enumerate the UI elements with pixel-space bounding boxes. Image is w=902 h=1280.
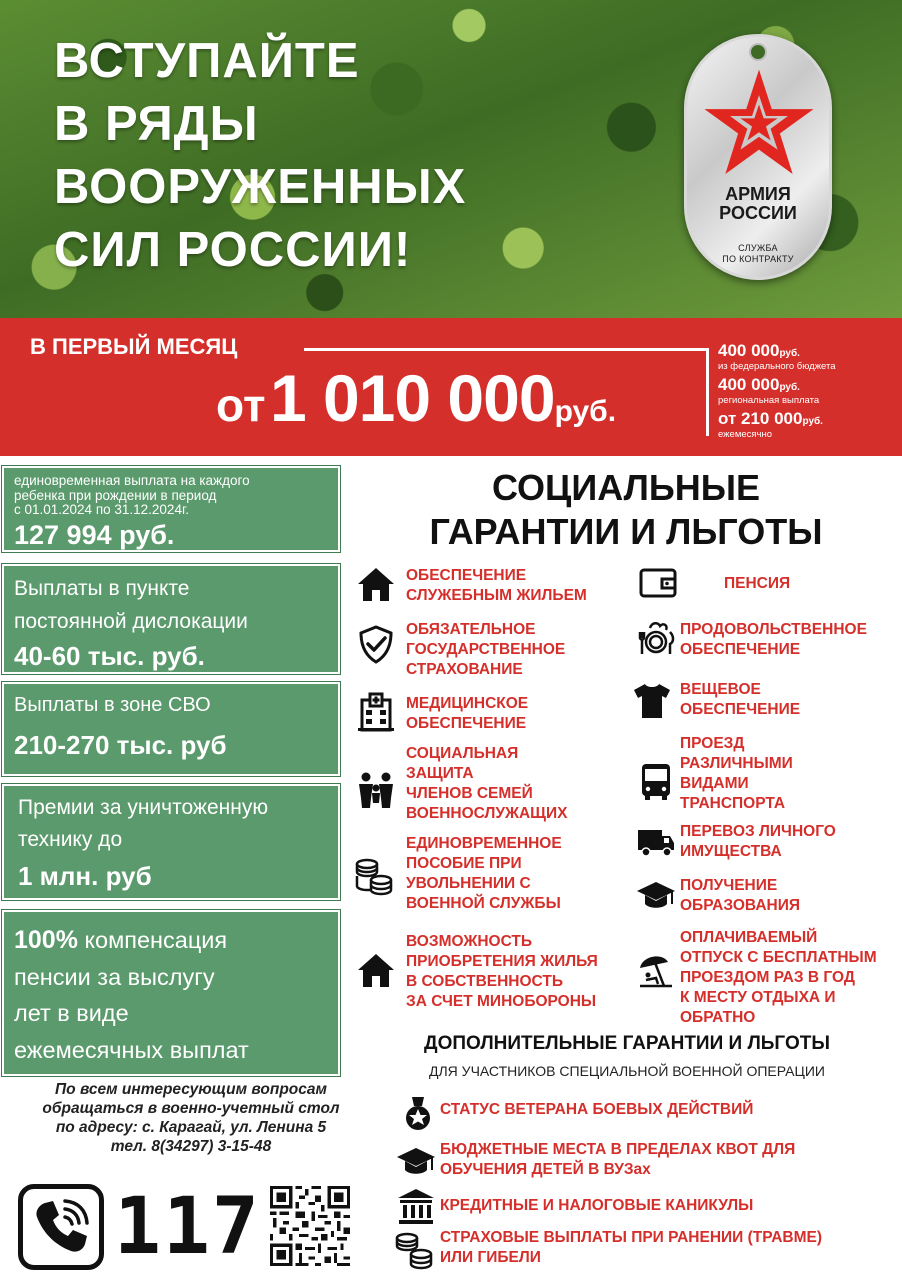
- bus-icon: [636, 762, 676, 802]
- payment-value: 210-270 тыс. руб: [14, 730, 227, 760]
- benefit-discharge-allowance: ЕДИНОВРЕМЕННОЕ ПОСОБИЕ ПРИ УВОЛЬНЕНИИ С ВОЕННОЙ СЛУЖБЫ: [406, 835, 562, 912]
- payment-box-svo-zone: Выплаты в зоне СВО 210-270 тыс. руб: [2, 682, 340, 776]
- banner-divider: [304, 348, 706, 351]
- truck-icon: [636, 822, 676, 862]
- amount-prefix: от: [216, 379, 266, 431]
- graduation-cap-icon: [636, 876, 676, 916]
- hotline-number: 117: [114, 1182, 261, 1272]
- amount-breakdown: [718, 342, 836, 444]
- headline-line: ВООРУЖЕННЫХ: [54, 160, 467, 214]
- social-guarantees-title: СОЦИАЛЬНЫЕ ГАРАНТИИ И ЛЬГОТЫ: [429, 467, 823, 552]
- amount-currency: руб.: [554, 395, 617, 428]
- payment-value: 127 994 руб.: [14, 519, 175, 550]
- headline-line: ВСТУПАЙТЕ: [54, 34, 360, 88]
- hospital-icon: [356, 692, 396, 732]
- payment-box-child-birth: единовременная выплата на каждого ребенка при рождении в период с 01.01.2024 по 31.12.2024г. 127 994 руб.: [2, 466, 340, 552]
- payment-box-equipment-bonus: Премии за уничтоженную технику до 1 млн. руб: [2, 784, 340, 900]
- contact-info: По всем интересующим вопросам обращаться в военно-учетный стол по адресу: с. Карагай, ул. Ленина 5 тел. 8(34297) 3-15-48: [42, 1081, 340, 1155]
- beach-umbrella-icon: [636, 950, 676, 990]
- benefit-transport: ПРОЕЗД РАЗЛИЧНЫМИ ВИДАМИ ТРАНСПОРТА: [680, 735, 793, 812]
- camo-header: [0, 0, 902, 318]
- food-icon: [636, 618, 676, 658]
- bank-icon: [396, 1186, 436, 1226]
- badge-service: СЛУЖБА ПО КОНТРАКТУ: [722, 243, 794, 264]
- payment-box-dislocation: Выплаты в пункте постоянной дислокации 40-60 тыс. руб.: [2, 564, 340, 674]
- benefit-pension: ПЕНСИЯ: [724, 575, 791, 592]
- payment-box-pension-compensation: 100% компенсация пенсии за выслугу лет в виде ежемесячных выплат: [2, 910, 340, 1076]
- payment-banner: [0, 318, 902, 456]
- headline-line: В РЯДЫ: [54, 97, 259, 151]
- badge-brand: АРМИЯ РОССИИ: [719, 184, 797, 223]
- benefit-home-ownership: ВОЗМОЖНОСТЬ ПРИОБРЕТЕНИЯ ЖИЛЬЯ В СОБСТВЕННОСТЬ ЗА СЧЕТ МИНОБОРОНЫ: [406, 933, 598, 1010]
- additional-guarantees-subtitle: ДЛЯ УЧАСТНИКОВ СПЕЦИАЛЬНОЙ ВОЕННОЙ ОПЕРАЦИИ: [429, 1063, 825, 1079]
- breakdown-item: 400 000руб. региональная выплата: [718, 375, 820, 406]
- family-icon: [356, 770, 396, 810]
- payment-value: 1 млн. руб: [18, 861, 152, 891]
- graduation-cap-icon: [396, 1142, 436, 1182]
- medal-icon: [398, 1094, 438, 1134]
- extra-credit-holidays: КРЕДИТНЫЕ И НАЛОГОВЫЕ КАНИКУЛЫ: [440, 1197, 754, 1214]
- extra-insurance-payments: СТРАХОВЫЕ ВЫПЛАТЫ ПРИ РАНЕНИИ (ТРАВМЕ) ИЛИ ГИБЕЛИ: [440, 1229, 823, 1266]
- coins-icon: [354, 856, 394, 896]
- benefit-paid-vacation: ОПЛАЧИВАЕМЫЙ ОТПУСК С БЕСПЛАТНЫМ ПРОЕЗДОМ РАЗ В ГОД К МЕСТУ ОТДЫХА И ОБРАТНО: [680, 929, 877, 1026]
- coins-icon: [394, 1230, 434, 1270]
- breakdown-item: 400 000руб. из федерального бюджета: [718, 341, 836, 372]
- pension-percent: 100%: [14, 926, 78, 954]
- benefit-family-protection: СОЦИАЛЬНАЯ ЗАЩИТА ЧЛЕНОВ СЕМЕЙ ВОЕННОСЛУЖАЩИХ: [406, 745, 568, 822]
- benefit-food: ПРОДОВОЛЬСТВЕННОЕ ОБЕСПЕЧЕНИЕ: [680, 621, 867, 658]
- phone-icon: [31, 1197, 91, 1257]
- headline: [54, 30, 614, 282]
- extra-budget-places: БЮДЖЕТНЫЕ МЕСТА В ПРЕДЕЛАХ КВОТ ДЛЯ ОБУЧЕНИЯ ДЕТЕЙ В ВУЗах: [440, 1141, 796, 1178]
- additional-guarantees-title: ДОПОЛНИТЕЛЬНЫЕ ГАРАНТИИ И ЛЬГОТЫ: [424, 1033, 830, 1054]
- headline-line: СИЛ РОССИИ!: [54, 223, 412, 277]
- benefit-clothing: ВЕЩЕВОЕ ОБЕСПЕЧЕНИЕ: [680, 681, 801, 718]
- benefit-medical: МЕДИЦИНСКОЕ ОБЕСПЕЧЕНИЕ: [406, 695, 529, 732]
- house-icon: [356, 564, 396, 604]
- tag-hole: [749, 43, 767, 61]
- red-star-icon: [701, 65, 817, 181]
- phone-icon: [18, 1184, 104, 1270]
- qr-code-icon: [270, 1186, 350, 1266]
- benefit-education: ПОЛУЧЕНИЕ ОБРАЗОВАНИЯ: [680, 877, 801, 914]
- first-month-label: В ПЕРВЫЙ МЕСЯЦ: [30, 334, 238, 359]
- total-amount: [216, 360, 616, 436]
- benefit-insurance: ОБЯЗАТЕЛЬНОЕ ГОСУДАРСТВЕННОЕ СТРАХОВАНИЕ: [406, 621, 566, 678]
- breakdown-item: от 210 000руб. ежемесячно: [718, 409, 823, 440]
- army-dog-tag-badge: [684, 34, 832, 280]
- benefit-property-moving: ПЕРЕВОЗ ЛИЧНОГО ИМУЩЕСТВА: [680, 823, 836, 860]
- benefit-housing: ОБЕСПЕЧЕНИЕ СЛУЖЕБНЫМ ЖИЛЬЕМ: [406, 567, 587, 604]
- tshirt-icon: [632, 680, 672, 720]
- banner-divider-vertical: [706, 348, 709, 436]
- shield-check-icon: [356, 624, 396, 664]
- house-icon: [356, 950, 396, 990]
- amount-value: 1 010 000: [269, 361, 555, 435]
- wallet-icon: [638, 562, 678, 602]
- extra-veteran-status: СТАТУС ВЕТЕРАНА БОЕВЫХ ДЕЙСТВИЙ: [440, 1101, 754, 1118]
- payment-value: 40-60 тыс. руб.: [14, 641, 205, 671]
